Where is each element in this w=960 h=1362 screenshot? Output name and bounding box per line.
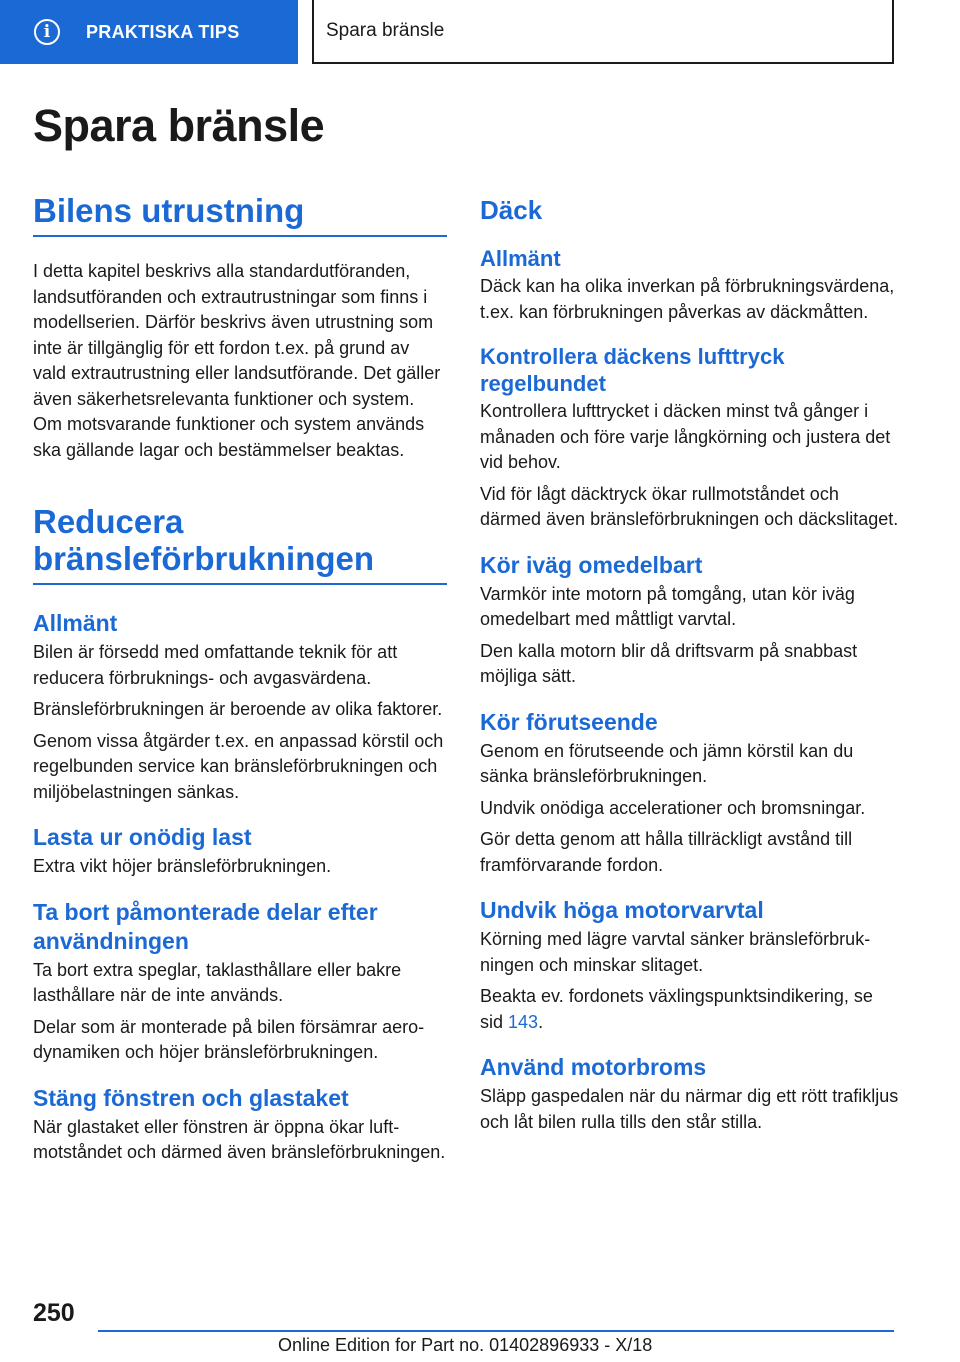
paragraph: Kontrollera lufttrycket i däcken minst två gånger i månaden och före varje långkörning och justera det vid behov. [480,401,891,472]
heading-dack-allmant: Allmänt [480,246,561,271]
heading-motorbroms: Använd motorbroms [480,1054,707,1080]
left-column [33,192,447,1166]
paragraph: Däck kan ha olika inverkan på förbrukningsvärdena, t.ex. kan förbrukningen påverkas av däckmåtten. [480,276,895,322]
heading-dack: Däck [480,195,543,225]
page-reference-link[interactable]: 143 [508,1011,539,1032]
paragraph: Den kalla motorn blir då driftsvarm på snabbast möjliga sätt. [480,640,858,686]
paragraph: Extra vikt höjer bränsleförbrukningen. [33,856,332,876]
paragraph: Genom vissa åtgärder t.ex. en anpassad körstil och regelbunden service kan bränsleförbrukningen och miljöbelastningen sänkas. [33,730,444,802]
edition-text: Online Edition for Part no. 01402896933 - X/18 [278,1335,653,1355]
heading-allmant: Allmänt [33,610,118,636]
right-column [480,192,900,1135]
paragraph: Släpp gaspedalen när du närmar dig ett rött trafikljus och låt bilen rulla tills den står stilla. [480,1086,899,1132]
paragraph-text: . [538,1011,544,1032]
paragraph: I detta kapitel beskrivs alla standardutföranden, landsutföranden och extrautrustningar som finns i modellserien. Därför beskrivs även utrustning som inte är tillgänglig för ett fordon t.ex. på grund av vald extrautrustning eller landsutförande. Det gäller även säkerhetsrelevanta funktioner och system. Om motsvarande funktioner och system används ska gällande lagar och bestämmelser beaktas. [33,261,441,460]
heading-ta-bort: Ta bort påmonterade delar efter användningen [33,898,378,954]
paragraph-text: Beakta ev. fordonets växlingspunktsindikering, se sid [480,986,873,1032]
breadcrumb [312,0,894,64]
section-tab[interactable] [0,0,298,64]
breadcrumb-label: Spara bränsle [326,20,445,41]
heading-stang: Stäng fönstren och glastaket [33,1084,349,1111]
paragraph: Körning med lägre varvtal sänker bränsleförbrukningen och minskar slitaget. [480,929,871,975]
heading-kor-forutseende: Kör förutseende [480,708,658,735]
paragraph [480,984,900,1035]
heading-lasta: Lasta ur onödig last [33,824,252,850]
paragraph: Undvik onödiga accelerationer och bromsningar. [480,797,866,818]
paragraph: Vid för lågt däcktryck ökar rullmotståndet och därmed även bränsleförbrukningen och däckslitaget. [480,483,899,529]
paragraph: Varmkör inte motorn på tomgång, utan kör iväg omedelbart med måttligt varvtal. [480,583,855,629]
page-title: Spara bränsle [33,100,325,151]
paragraph: Ta bort extra speglar, taklasthållare eller bakre lasthållare när de inte används. [33,959,402,1005]
heading-kontrollera: Kontrollera däckens lufttryck regelbundet [480,344,785,396]
paragraph: Delar som är monterade på bilen försämrar aerodynamiken och höjer bränsleförbrukningen. [33,1016,425,1062]
paragraph: Bränsleförbrukningen är beroende av olika faktorer. [33,699,443,719]
paragraph: Genom en förutseende och jämn körstil kan du sänka bränsleförbrukningen. [480,740,854,786]
footer-divider [98,1330,894,1332]
page-number: 250 [33,1299,75,1327]
heading-bilens-utrustning: Bilens utrustning [33,192,447,237]
paragraph: Gör detta genom att hålla tillräckligt avstånd till framförvarande fordon. [480,829,853,875]
heading-reducera: Reducera bränsleförbrukningen [33,503,447,585]
paragraph: När glastaket eller fönstren är öppna ökar luftmotståndet och därmed även bränsleförbrukningen. [33,1116,446,1162]
heading-kor-ivag: Kör iväg omedelbart [480,551,703,578]
section-tab-label: PRAKTISKA TIPS [86,21,240,42]
paragraph: Bilen är försedd med omfattande teknik för att reducera förbruknings- och avgasvärdena. [33,642,398,688]
info-icon: i [34,19,60,45]
heading-undvik: Undvik höga motorvarvtal [480,897,764,923]
